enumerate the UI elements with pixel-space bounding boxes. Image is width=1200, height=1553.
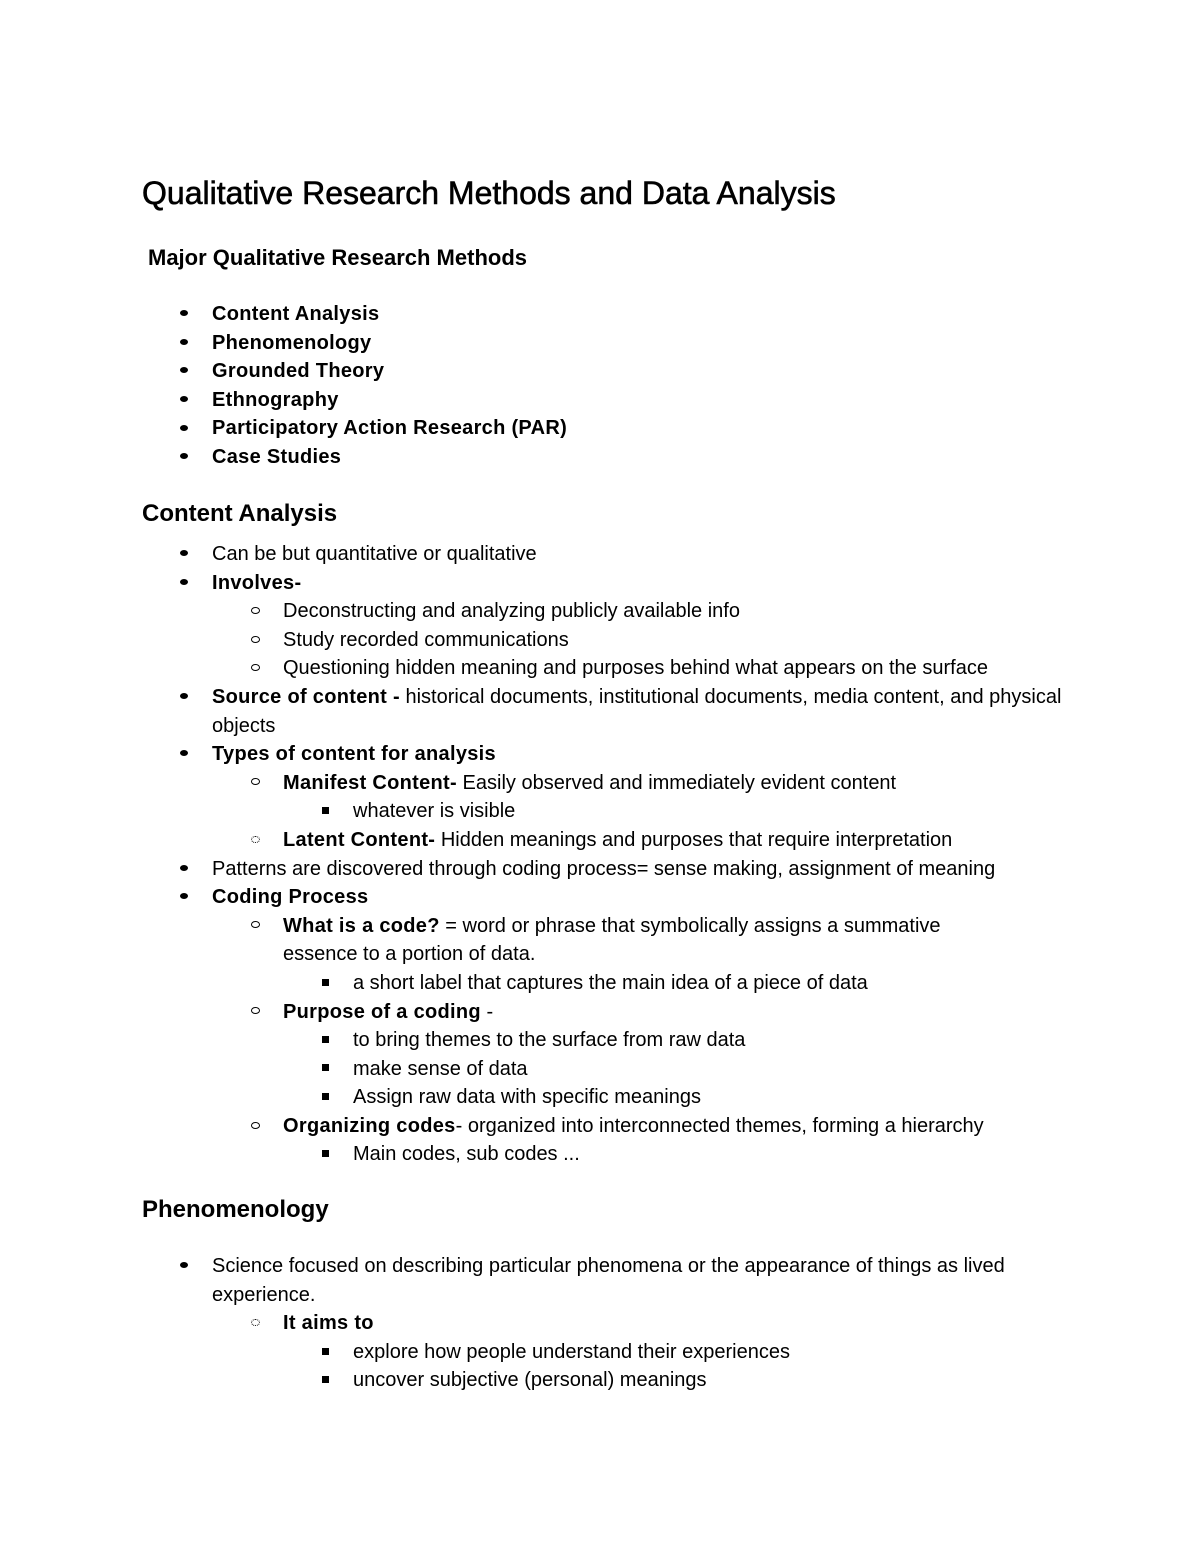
list-item: Source of content - historical documents, institutional documents, media content, and physical objects bbox=[0, 683, 1200, 740]
list-item: Manifest Content- Easily observed and immediately evident content bbox=[0, 769, 1200, 798]
bullet-circle-icon bbox=[251, 921, 260, 928]
bullet-circle-icon bbox=[251, 636, 260, 643]
bullet-disc-icon bbox=[180, 367, 188, 373]
bullet-square-icon bbox=[322, 979, 329, 986]
list-item: Latent Content- Hidden meanings and purposes that require interpretation bbox=[0, 826, 1200, 855]
phenomenology-list bbox=[0, 1252, 1200, 1395]
bullet-disc-icon bbox=[180, 339, 188, 345]
bullet-square-icon bbox=[322, 1376, 329, 1383]
list-item: Purpose of a coding - bbox=[0, 998, 1200, 1027]
list-item: Organizing codes- organized into interconnected themes, forming a hierarchy bbox=[0, 1112, 1200, 1141]
list-item: Study recorded communications bbox=[0, 626, 1200, 655]
list-item: uncover subjective (personal) meanings bbox=[0, 1366, 1200, 1395]
list-item: Content Analysis bbox=[0, 300, 1200, 329]
list-item: to bring themes to the surface from raw data bbox=[0, 1026, 1200, 1055]
bullet-square-icon bbox=[322, 1064, 329, 1071]
bullet-disc-icon bbox=[180, 453, 188, 459]
list-item: Case Studies bbox=[0, 443, 1200, 472]
bullet-circle-icon bbox=[251, 607, 260, 614]
content-analysis-heading: Content Analysis bbox=[142, 500, 338, 527]
list-item: It aims to bbox=[0, 1309, 1200, 1338]
list-item: Science focused on describing particular phenomena or the appearance of things as lived experience. bbox=[0, 1252, 1200, 1309]
phenomenology-heading: Phenomenology bbox=[142, 1196, 329, 1223]
bullet-disc-icon bbox=[180, 425, 188, 431]
bullet-disc-icon bbox=[180, 750, 188, 756]
list-item: Involves- bbox=[0, 569, 1200, 598]
list-item: Phenomenology bbox=[0, 329, 1200, 358]
major-methods-list bbox=[0, 300, 1200, 472]
list-item: Assign raw data with specific meanings bbox=[0, 1083, 1200, 1112]
bullet-square-icon bbox=[322, 807, 329, 814]
list-item: Grounded Theory bbox=[0, 357, 1200, 386]
bullet-disc-icon bbox=[180, 865, 188, 871]
content-analysis-list bbox=[0, 540, 1200, 1169]
list-item: a short label that captures the main idea of a piece of data bbox=[0, 969, 1200, 998]
major-methods-heading: Major Qualitative Research Methods bbox=[148, 245, 527, 270]
bullet-disc-icon bbox=[180, 893, 188, 899]
list-item: explore how people understand their experiences bbox=[0, 1338, 1200, 1367]
list-item: whatever is visible bbox=[0, 797, 1200, 826]
list-item: Coding Process bbox=[0, 883, 1200, 912]
bullet-square-icon bbox=[322, 1093, 329, 1100]
bullet-disc-icon bbox=[180, 579, 188, 585]
list-item: Main codes, sub codes ... bbox=[0, 1140, 1200, 1169]
list-item: Ethnography bbox=[0, 386, 1200, 415]
bullet-disc-icon bbox=[180, 396, 188, 402]
bullet-circle-icon bbox=[251, 778, 260, 785]
list-item: What is a code? = word or phrase that symbolically assigns a summative essence to a portion of data. bbox=[0, 912, 1200, 969]
list-item: Questioning hidden meaning and purposes behind what appears on the surface bbox=[0, 654, 1200, 683]
bullet-circle-icon bbox=[251, 1122, 260, 1129]
bullet-disc-icon bbox=[180, 1262, 188, 1268]
bullet-disc-icon bbox=[180, 693, 188, 699]
page-title: Qualitative Research Methods and Data Analysis bbox=[142, 175, 836, 211]
bullet-disc-icon bbox=[180, 310, 188, 316]
bullet-square-icon bbox=[322, 1036, 329, 1043]
bullet-disc-icon bbox=[180, 550, 188, 556]
list-item: Patterns are discovered through coding process= sense making, assignment of meaning bbox=[0, 855, 1200, 884]
list-item: Can be but quantitative or qualitative bbox=[0, 540, 1200, 569]
bullet-circle-icon bbox=[251, 836, 260, 843]
bullet-square-icon bbox=[322, 1348, 329, 1355]
bullet-circle-icon bbox=[251, 1319, 260, 1326]
bullet-square-icon bbox=[322, 1150, 329, 1157]
bullet-circle-icon bbox=[251, 664, 260, 671]
list-item: Participatory Action Research (PAR) bbox=[0, 414, 1200, 443]
bullet-circle-icon bbox=[251, 1007, 260, 1014]
list-item: Types of content for analysis bbox=[0, 740, 1200, 769]
list-item: Deconstructing and analyzing publicly available info bbox=[0, 597, 1200, 626]
list-item: make sense of data bbox=[0, 1055, 1200, 1084]
